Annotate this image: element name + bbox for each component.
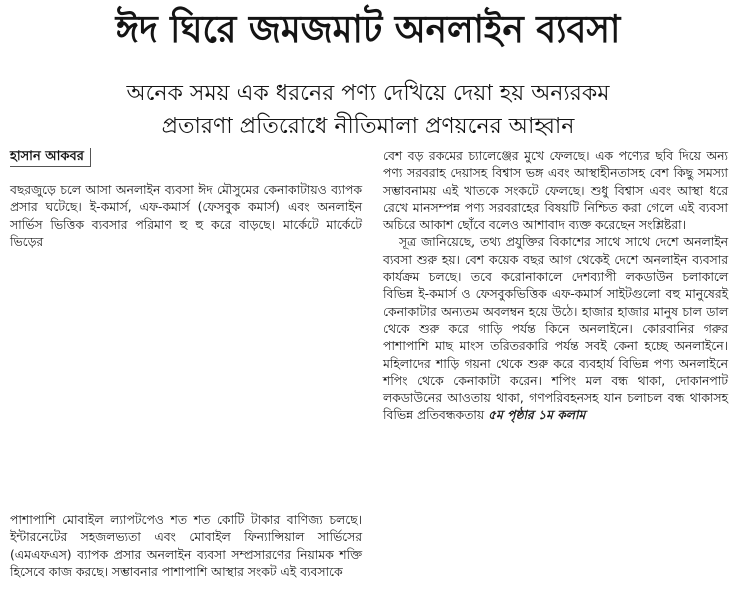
continuation-note[interactable]: ৫ম পৃষ্ঠার ১ম কলাম: [488, 408, 586, 423]
subheadline-1: অনেক সময় এক ধরনের পণ্য দেখিয়ে দেয়া হয় অন্যরকম: [126, 81, 610, 106]
byline: হাসান আকবর: [10, 148, 91, 167]
right-column: [383, 148, 728, 425]
left-column-bottom: [10, 512, 362, 581]
subheadline-2: প্রতারণা প্রতিরোধে নীতিমালা প্রণয়নের আহ্বান: [161, 114, 575, 139]
right-paragraph-2-text: সূত্র জানিয়েছে, তথ্য প্রযুক্তির বিকাশের সাথে সাথে দেশে অনলাইন ব্যবসা শুরু হয়। বেশ কয়েক বছর আগ থেকেই দেশে অনলাইন ব্যবসার কার্যক্রম চলছে। তবে করোনাকালে দেশব্যাপী লকডাউন চলাকালে বিভিন্ন ই-কমার্স ও ফেসবুকভিত্তিক এফ-কমার্স সাইটগুলো বহু মানুষেরই কেনাকাটার অন্যতম অবলম্বন হয়ে উঠে। হাজার হাজার মানুষ চাল ডাল থেকে শুরু করে গাড়ি পর্যন্ত কিনে অনলাইনে। কোরবানির গরুর পাশাপাশি মাছ মাংস তরিতরকারি পর্যন্ত সবই কেনা হচ্ছে অনলাইনে। মহিলাদের শাড়ি গয়না থেকে শুরু করে ব্যবহার্য বিভিন্ন পণ্য অনলাইনে শপিং থেকে কেনাকাটা করেন। শপিং মল বন্ধ থাকা, দোকানপাট লকডাউনের আওতায় থাকা, গণপরিবহনসহ যান চলাচল বন্ধ থাকাসহ বিভিন্ন প্রতিবন্ধকতায়: [383, 235, 728, 423]
left-top-paragraph: বছরজুড়ে চলে আসা অনলাইন ব্যবসা ঈদ মৌসুমের কেনাকাটায়ও ব্যাপক প্রসার ঘটেছে। ই-কমার্স, এফ-কমার্স (ফেসবুক কমার্স) এবং অনলাইন সার্ভিস ভিত্তিক ব্যবসার পরিমাণ হু হু করে বাড়ছে। মার্কেটে মার্কেটে ভিড়ের: [10, 183, 362, 249]
headline: ঈদ ঘিরে জমজমাট অনলাইন ব্যবসা: [115, 7, 621, 51]
left-bottom-paragraph: পাশাপাশি মোবাইল ল্যাপটপেও শত শত কোটি টাকার বাণিজ্য চলছে। ইন্টারনেটের সহজলভ্যতা এবং মোবাইল ফিন্যান্সিয়াল সার্ভিসের (এমএফএস) ব্যাপক প্রসার অনলাইন ব্যবসা সম্প্রসারণের নিয়ামক শক্তি হিসেবে কাজ করছে। সম্ভাবনার পাশাপাশি আস্থার সংকট এই ব্যবসাকে: [10, 513, 362, 579]
right-paragraph-1: বেশ বড় রকমের চ্যালেঞ্জের মুখে ফেলছে। এক পণ্যের ছবি দিয়ে অন্য পণ্য সরবরাহ দেয়াসহ বিশ্বাস ভঙ্গ এবং আস্থাহীনতাসহ বেশ কিছু সমস্যা সম্ভাবনাময় এই খাতকে সংকটে ফেলছে। শুধু বিশ্বাস এবং আস্থা ধরে রেখে মানসম্পন্ন পণ্য সরবরাহের বিষয়টি নিশ্চিত করা গেলে এই ব্যবসা অচিরে আকাশ ছোঁবে বলেও আশাবাদ ব্যক্ত করেছেন সংশ্লিষ্টরা।: [383, 149, 728, 233]
left-column-top: [10, 182, 362, 251]
right-paragraph-2: [383, 234, 728, 424]
